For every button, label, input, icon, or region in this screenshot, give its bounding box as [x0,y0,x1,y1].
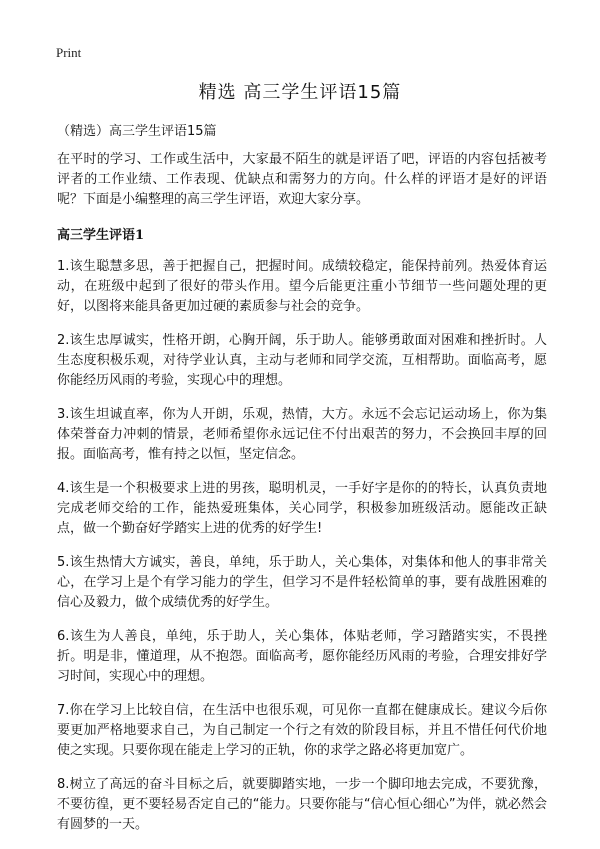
page-title: 精选 高三学生评语15篇 [198,82,402,103]
comment-paragraph-1: 1.该生聪慧多思，善于把握自己，把握时间。成绩较稳定，能保持前列。热爱体育运动，在班级中起到了很好的带头作用。望今后能更注重小节细节一些问题处理的更好，以图将来能具备更加过硬的素质参与社会的竞争。 [57,259,547,314]
comment-paragraph-3: 3.该生坦诚直率，你为人开朗，乐观，热情，大方。永远不会忘记运动场上，你为集体荣誉奋力冲刺的情景，老师希望你永远记住不付出艰苦的努力，不会换回丰厚的回报。面临高考，惟有持之以恒，坚定信念。 [57,407,547,462]
comment-paragraph-4: 4.该生是一个积极要求上进的男孩，聪明机灵，一手好字是你的的特长，认真负责地完成老师交给的工作，能热爱班集体，关心同学，积极参加班级活动。愿能改正缺点，做一个勤奋好学踏实上进的优秀的好学生! [57,481,547,536]
document-body [57,150,547,849]
intro-paragraph: 在平时的学习、工作或生活中，大家最不陌生的就是评语了吧，评语的内容包括被考评者的工作业绩、工作表现、优缺点和需努力的方向。什么样的评语才是好的评语呢？下面是小编整理的高三学生评语，欢迎大家分享。 [57,152,547,207]
comment-paragraph-2: 2.该生忠厚诚实，性格开朗，心胸开阔，乐于助人。能够勇敢面对困难和挫折时。人生态度积极乐观，对待学业认真，主动与老师和同学交流，互相帮助。面临高考，愿你能经历风雨的考验，实现心中的理想。 [57,333,547,388]
document-subtitle: （精选）高三学生评语15篇 [57,124,217,139]
section-heading: 高三学生评语1 [57,228,145,243]
comment-paragraph-6: 6.该生为人善良，单纯，乐于助人，关心集体，体贴老师，学习踏踏实实，不畏挫折。明是非，懂道理，从不抱怨。面临高考，愿你能经历风雨的考验，合理安排好学习时间，实现心中的理想。 [57,629,547,684]
comment-paragraph-8: 8.树立了高远的奋斗目标之后，就要脚踏实地，一步一个脚印地去完成，不要犹豫，不要彷徨，更不要轻易否定自己的“能力。只要你能与“信心恒心细心”为伴，就必然会有圆梦的一天。 [57,777,547,832]
comment-paragraph-7: 7.你在学习上比较自信，在生活中也很乐观，可见你一直都在健康成长。建议今后你要更加严格地要求自己，为自己制定一个行之有效的阶段目标，并且不惜任何代价地使之实现。只要你现在能走上学习的正轨，你的求学之路必将更加宽广。 [57,703,547,758]
print-link[interactable]: Print [56,45,82,60]
comment-paragraph-5: 5.该生热情大方诚实，善良，单纯，乐于助人，关心集体，对集体和他人的事非常关心，在学习上是个有学习能力的学生，但学习不是件轻松简单的事，要有战胜困难的信心及毅力，做个成绩优秀的好学生。 [57,555,547,610]
